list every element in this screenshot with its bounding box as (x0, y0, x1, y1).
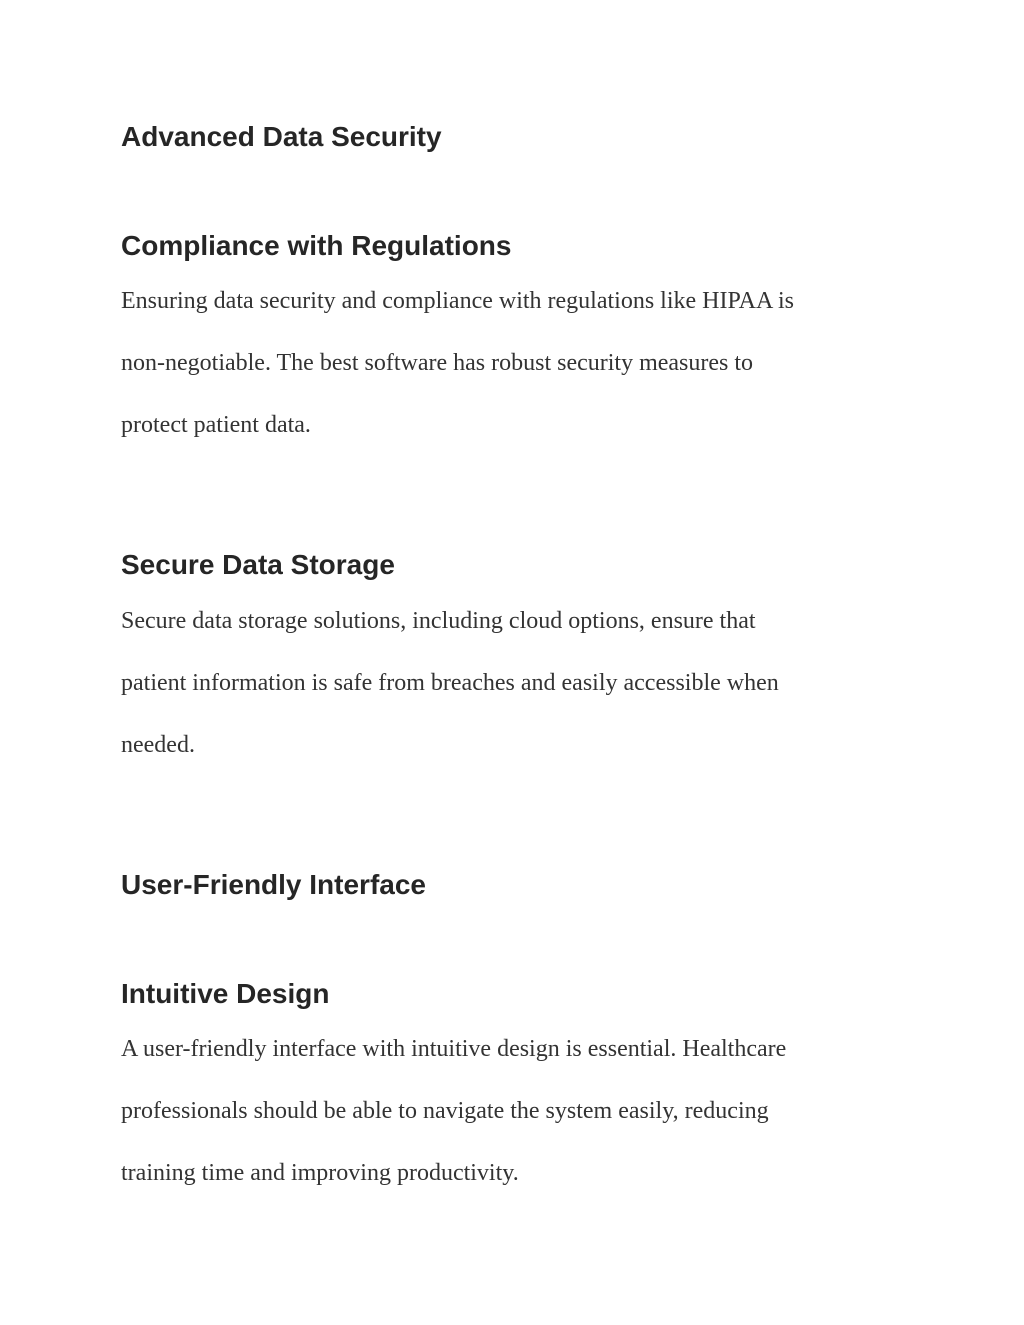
heading-user-friendly-interface: User-Friendly Interface (121, 869, 426, 900)
paragraph-line: Secure data storage solutions, including cloud options, ensure that (121, 608, 756, 634)
heading-advanced-data-security: Advanced Data Security (121, 121, 442, 152)
paragraph-secure-storage (121, 590, 779, 776)
paragraph-line: training time and improving productivity. (121, 1160, 519, 1186)
paragraph-intuitive-design (121, 1018, 786, 1204)
heading-intuitive-design: Intuitive Design (121, 978, 330, 1009)
paragraph-compliance (121, 270, 794, 456)
paragraph-line: patient information is safe from breaches and easily accessible when (121, 670, 779, 696)
paragraph-line: protect patient data. (121, 412, 311, 438)
paragraph-line: non-negotiable. The best software has robust security measures to (121, 350, 754, 376)
heading-secure-data-storage: Secure Data Storage (121, 549, 395, 580)
paragraph-line: professionals should be able to navigate the system easily, reducing (121, 1098, 769, 1124)
paragraph-line: A user-friendly interface with intuitive design is essential. Healthcare (121, 1036, 787, 1062)
heading-compliance-with-regulations: Compliance with Regulations (121, 230, 512, 261)
paragraph-line: Ensuring data security and compliance with regulations like HIPAA is (121, 288, 794, 314)
paragraph-line: needed. (121, 732, 195, 758)
